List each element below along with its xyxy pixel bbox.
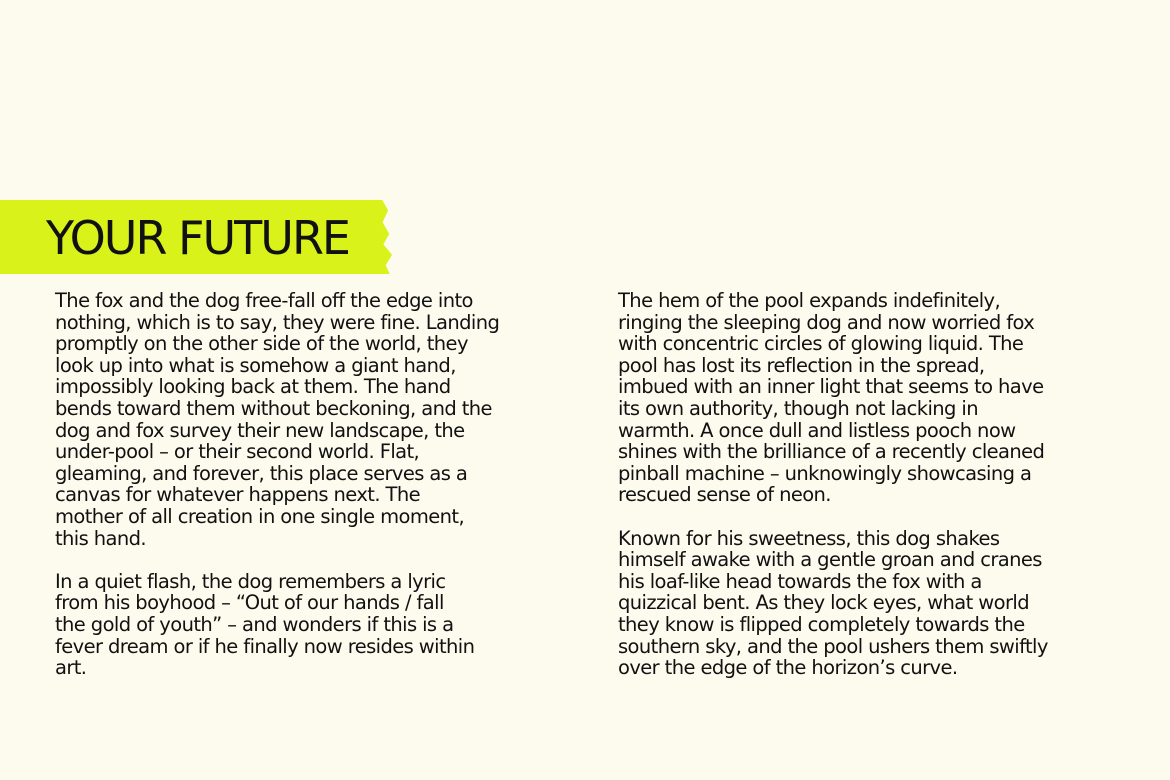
page-title: YOUR FUTURE [46,211,349,265]
right-text-column [618,290,1118,700]
left-text-column [55,290,555,700]
left-paragraph-2: In a quiet flash, the dog remembers a lyric from his boyhood – “Out of our hands / fall the gold of youth” – and wonders if this is a fever dream or if he finally now resides within art. [55,569,475,680]
right-paragraph-1: The hem of the pool expands indefinitely, ringing the sleeping dog and now worried fox with concentric circles of glowing liquid. The pool has lost its reflection in the spread, imbued with an inner light that seems to have its own authority, though not lacking in warmth. A once dull and listless pooch now shines with the brilliance of a recently cleaned pinball machine – unknowingly showcasing a rescued sense of neon. [618,289,1045,507]
right-paragraph-2: Known for his sweetness, this dog shakes himself awake with a gentle groan and cranes his loaf-like head towards the fox with a quizzical bent. As they lock eyes, what world they know is flipped completely towards the southern sky, and the pool ushers them swiftly over the edge of the horizon’s curve. [618,526,1048,680]
left-paragraph-1: The fox and the dog free-fall off the edge into nothing, which is to say, they were fine. Landing promptly on the other side of the world, they look up into what is somehow a giant hand, impossibly looking back at them. The hand bends toward them without beckoning, and the dog and fox survey their new landscape, the under-pool – or their second world. Flat, gleaming, and forever, this place serves as a canvas for whatever happens next. The mother of all creation in one single moment, this hand. [55,289,500,550]
